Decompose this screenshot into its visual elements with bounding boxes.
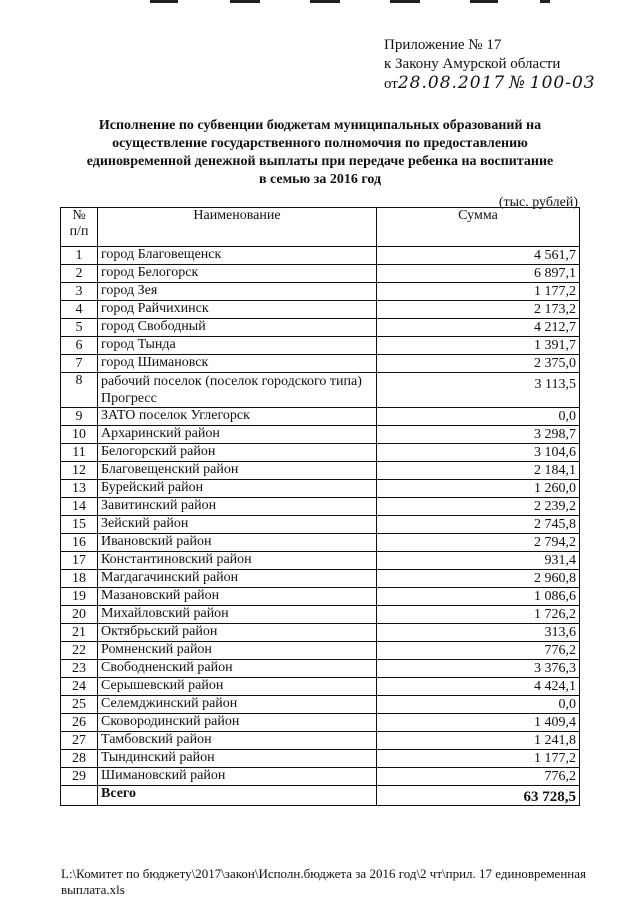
table-row bbox=[61, 265, 580, 283]
table-total-row bbox=[61, 786, 580, 806]
title-line-4: в семью за 2016 год bbox=[258, 172, 382, 187]
row-sum: 2 794,2 bbox=[377, 534, 580, 552]
row-number: 2 bbox=[61, 265, 98, 283]
row-name: город Белогорск bbox=[98, 265, 377, 283]
document-title bbox=[40, 117, 600, 189]
table-row bbox=[61, 516, 580, 534]
row-number: 27 bbox=[61, 732, 98, 750]
row-number: 11 bbox=[61, 444, 98, 462]
table-row bbox=[61, 319, 580, 337]
table-row bbox=[61, 283, 580, 301]
row-name: Октябрьский район bbox=[98, 624, 377, 642]
row-number: 25 bbox=[61, 696, 98, 714]
header-name: Наименование bbox=[98, 208, 377, 247]
row-number: 22 bbox=[61, 642, 98, 660]
row-number: 15 bbox=[61, 516, 98, 534]
scan-edge-marks bbox=[0, 0, 640, 4]
row-number: 9 bbox=[61, 408, 98, 426]
row-number: 1 bbox=[61, 247, 98, 265]
row-sum: 1 409,4 bbox=[377, 714, 580, 732]
row-number: 29 bbox=[61, 768, 98, 786]
row-name: город Зея bbox=[98, 283, 377, 301]
row-sum: 1 726,2 bbox=[377, 606, 580, 624]
row-number: 24 bbox=[61, 678, 98, 696]
table-row bbox=[61, 714, 580, 732]
table-row bbox=[61, 462, 580, 480]
row-sum: 2 375,0 bbox=[377, 355, 580, 373]
appendix-law-reference: к Закону Амурской области bbox=[384, 56, 561, 72]
appendix-number: Приложение № 17 bbox=[384, 37, 502, 53]
appendix-block bbox=[384, 36, 596, 94]
row-number: 5 bbox=[61, 319, 98, 337]
row-sum: 1 086,6 bbox=[377, 588, 580, 606]
table-row bbox=[61, 624, 580, 642]
row-name: Архаринский район bbox=[98, 426, 377, 444]
row-number: 16 bbox=[61, 534, 98, 552]
row-sum: 776,2 bbox=[377, 768, 580, 786]
row-sum: 1 177,2 bbox=[377, 283, 580, 301]
row-name: Константиновский район bbox=[98, 552, 377, 570]
row-sum: 6 897,1 bbox=[377, 265, 580, 283]
date-prefix: от bbox=[384, 76, 398, 92]
row-number: 26 bbox=[61, 714, 98, 732]
row-name: ЗАТО поселок Углегорск bbox=[98, 408, 377, 426]
row-name: Сковородинский район bbox=[98, 714, 377, 732]
row-sum: 4 212,7 bbox=[377, 319, 580, 337]
row-sum: 0,0 bbox=[377, 408, 580, 426]
row-sum: 2 745,8 bbox=[377, 516, 580, 534]
table-row bbox=[61, 480, 580, 498]
row-number: 8 bbox=[61, 373, 98, 408]
row-name: Ромненский район bbox=[98, 642, 377, 660]
row-number: 14 bbox=[61, 498, 98, 516]
table-row bbox=[61, 570, 580, 588]
table-row bbox=[61, 660, 580, 678]
row-sum: 0,0 bbox=[377, 696, 580, 714]
row-sum: 2 184,1 bbox=[377, 462, 580, 480]
row-sum: 3 376,3 bbox=[377, 660, 580, 678]
row-name: Михайловский район bbox=[98, 606, 377, 624]
row-sum: 4 424,1 bbox=[377, 678, 580, 696]
table-row bbox=[61, 444, 580, 462]
header-sum: Сумма bbox=[377, 208, 580, 247]
row-name: Тындинский район bbox=[98, 750, 377, 768]
table-header-row bbox=[61, 208, 580, 247]
row-name: город Шимановск bbox=[98, 355, 377, 373]
row-name: Свободненский район bbox=[98, 660, 377, 678]
row-number: 21 bbox=[61, 624, 98, 642]
row-sum: 1 177,2 bbox=[377, 750, 580, 768]
table-row bbox=[61, 678, 580, 696]
handwritten-number: 100-03 bbox=[529, 73, 596, 93]
table-row bbox=[61, 606, 580, 624]
title-line-1: Исполнение по субвенции бюджетам муниципальных образований на bbox=[98, 118, 542, 133]
row-number: 18 bbox=[61, 570, 98, 588]
file-path-footer: L:\Комитет по бюджету\2017\закон\Исполн.бюджета за 2016 год\2 чт\прил. 17 единовременная выплата.xls bbox=[61, 866, 586, 897]
number-prefix: № bbox=[508, 73, 527, 93]
header-number-symbol: № bbox=[72, 208, 86, 223]
row-number: 6 bbox=[61, 337, 98, 355]
row-sum: 3 104,6 bbox=[377, 444, 580, 462]
row-sum: 931,4 bbox=[377, 552, 580, 570]
row-name: Селемджинский район bbox=[98, 696, 377, 714]
table-row bbox=[61, 247, 580, 265]
units-label: (тыс. рублей) bbox=[498, 195, 578, 210]
table-row bbox=[61, 768, 580, 786]
row-name: город Тында bbox=[98, 337, 377, 355]
row-name: Серышевский район bbox=[98, 678, 377, 696]
row-name: Белогорский район bbox=[98, 444, 377, 462]
row-name: Благовещенский район bbox=[98, 462, 377, 480]
row-number: 4 bbox=[61, 301, 98, 319]
row-name: Ивановский район bbox=[98, 534, 377, 552]
row-number: 10 bbox=[61, 426, 98, 444]
table-body bbox=[61, 247, 580, 806]
row-number: 7 bbox=[61, 355, 98, 373]
table-row bbox=[61, 301, 580, 319]
row-name: Тамбовский район bbox=[98, 732, 377, 750]
table-row bbox=[61, 373, 580, 408]
table-row bbox=[61, 337, 580, 355]
table-row bbox=[61, 732, 580, 750]
table-row bbox=[61, 588, 580, 606]
row-sum: 776,2 bbox=[377, 642, 580, 660]
row-sum: 3 298,7 bbox=[377, 426, 580, 444]
row-name: город Благовещенск bbox=[98, 247, 377, 265]
total-label: Всего bbox=[98, 786, 377, 806]
row-sum: 1 260,0 bbox=[377, 480, 580, 498]
row-name: Зейский район bbox=[98, 516, 377, 534]
table-row bbox=[61, 498, 580, 516]
row-name: Мазановский район bbox=[98, 588, 377, 606]
row-sum: 1 241,8 bbox=[377, 732, 580, 750]
row-number: 23 bbox=[61, 660, 98, 678]
table-row bbox=[61, 750, 580, 768]
row-sum: 3 113,5 bbox=[377, 373, 580, 408]
header-number-abbrev: п/п bbox=[69, 224, 89, 239]
row-number: 20 bbox=[61, 606, 98, 624]
row-sum: 2 173,2 bbox=[377, 301, 580, 319]
row-name: город Райчихинск bbox=[98, 301, 377, 319]
title-line-2: осуществление государственного полномочия по предоставлению bbox=[112, 136, 528, 151]
row-number: 19 bbox=[61, 588, 98, 606]
table-row bbox=[61, 696, 580, 714]
handwritten-date: 28.08.2017 bbox=[397, 73, 506, 93]
table-row bbox=[61, 355, 580, 373]
row-number: 13 bbox=[61, 480, 98, 498]
table-row bbox=[61, 408, 580, 426]
row-name: Завитинский район bbox=[98, 498, 377, 516]
subvention-table bbox=[60, 207, 580, 806]
row-sum: 4 561,7 bbox=[377, 247, 580, 265]
total-sum: 63 728,5 bbox=[377, 786, 580, 806]
row-name: рабочий поселок (поселок городского типа) Прогресс bbox=[98, 373, 377, 408]
row-number: 12 bbox=[61, 462, 98, 480]
table-row bbox=[61, 642, 580, 660]
row-name: Шимановский район bbox=[98, 768, 377, 786]
title-line-3: единовременной денежной выплаты при передаче ребенка на воспитание bbox=[86, 154, 554, 169]
table-row bbox=[61, 426, 580, 444]
row-sum: 313,6 bbox=[377, 624, 580, 642]
total-number-cell bbox=[61, 786, 98, 806]
row-name: Магдагачинский район bbox=[98, 570, 377, 588]
row-sum: 1 391,7 bbox=[377, 337, 580, 355]
row-name: Бурейский район bbox=[98, 480, 377, 498]
row-sum: 2 960,8 bbox=[377, 570, 580, 588]
table-row bbox=[61, 534, 580, 552]
appendix-date-line bbox=[384, 74, 596, 94]
row-number: 3 bbox=[61, 283, 98, 301]
header-number bbox=[61, 208, 98, 247]
row-name: город Свободный bbox=[98, 319, 377, 337]
row-number: 28 bbox=[61, 750, 98, 768]
table-row bbox=[61, 552, 580, 570]
row-sum: 2 239,2 bbox=[377, 498, 580, 516]
row-number: 17 bbox=[61, 552, 98, 570]
